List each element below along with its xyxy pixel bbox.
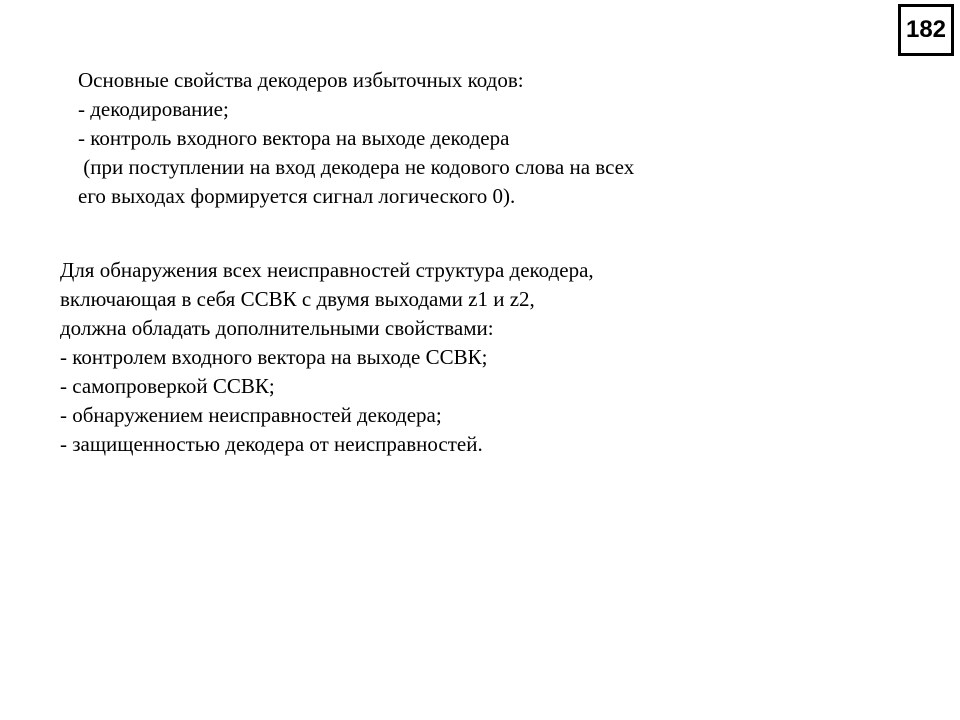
properties-heading: Основные свойства декодеров избыточных кодов: [78,68,524,92]
property-note: (при поступлении на вход декодера не кодового слова на всех [78,155,635,179]
fault-detection-intro: Для обнаружения всех неисправностей структура декодера, [60,258,594,282]
property-item: - декодирование; [78,97,229,121]
page-number: 182 [898,4,954,56]
fault-detection-intro: должна обладать дополнительными свойствами: [60,316,494,340]
fault-detection-item: - обнаружением неисправностей декодера; [60,403,442,427]
property-note: его выходах формируется сигнал логического 0). [78,184,516,208]
fault-detection-intro: включающая в себя ССВК с двумя выходами z1 и z2, [60,287,535,311]
fault-detection-item: - защищенностью декодера от неисправностей. [60,432,483,456]
property-item: - контроль входного вектора на выходе декодера [78,126,510,150]
decoder-properties-block [78,66,634,211]
fault-detection-block [60,256,594,459]
fault-detection-item: - самопроверкой ССВК; [60,374,275,398]
fault-detection-item: - контролем входного вектора на выходе ССВК; [60,345,488,369]
